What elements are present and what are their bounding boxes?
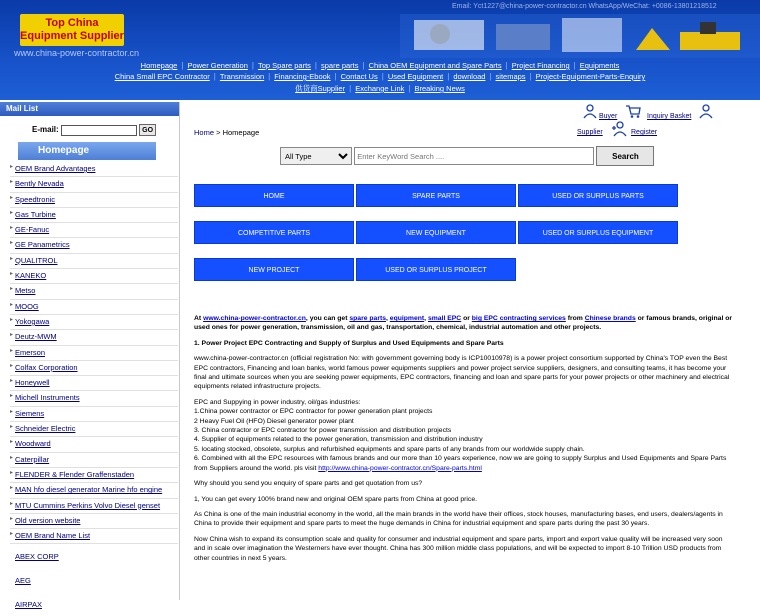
nav-link[interactable]: Contact Us (340, 72, 378, 81)
sidebar-brand-link[interactable]: ABEX CORP (15, 552, 59, 562)
sidebar-item[interactable] (10, 407, 178, 422)
sidebar-item-link[interactable]: GE-Fanuc (15, 225, 50, 235)
epc-list-item: 2 Heavy Fuel Oil (HFO) Diesel generator power plant (194, 417, 354, 425)
sidebar-item-link[interactable]: Caterpillar (15, 454, 50, 464)
used-surplus-project-button[interactable]: USED OR SURPLUS PROJECT (356, 258, 516, 281)
epc-list-items (194, 407, 734, 454)
bullet-icon: ▸ (10, 316, 14, 323)
cart-icon[interactable] (625, 104, 641, 118)
mail-list-title: Mail List (0, 102, 179, 116)
bullet-icon: ▸ (10, 194, 14, 201)
bullet-icon: ▸ (10, 255, 14, 262)
nav-link[interactable]: Breaking News (414, 84, 465, 93)
sidebar-item[interactable] (10, 361, 178, 376)
nav-separator: | (529, 72, 532, 81)
sidebar-item[interactable] (10, 238, 178, 253)
sidebar-item-link[interactable]: Gas Turbine (15, 209, 56, 219)
chinese-brands-link[interactable]: Chinese brands (584, 315, 636, 322)
nav-separator: | (505, 61, 508, 70)
user-icon[interactable] (699, 104, 713, 118)
small-epc-link[interactable]: small EPC (427, 315, 462, 322)
nav-link[interactable]: Power Generation (187, 61, 248, 70)
new-project-button[interactable]: NEW PROJECT (194, 258, 354, 281)
bullet-icon: ▸ (10, 240, 14, 247)
bullet-icon: ▸ (10, 271, 14, 278)
nav-separator: | (213, 72, 216, 81)
nav-row-3 (0, 83, 760, 94)
bullet-icon: ▸ (10, 531, 14, 538)
nav-link[interactable]: Project-Equipment-Parts-Enquiry (535, 72, 646, 81)
sidebar-item-link[interactable]: Bently Nevada (15, 179, 64, 189)
sidebar-item-link[interactable]: MTU Cummins Perkins Volvo Diesel genset (15, 500, 161, 510)
sidebar-item[interactable] (10, 315, 178, 330)
sidebar-item-link[interactable]: Deutz-MWM (15, 332, 57, 342)
sidebar-item[interactable] (10, 300, 178, 315)
china-import-paragraph: Now China wish to expand its consumption scale and quality for consumer and industrial equipment and spare parts, import and export value quality will be increased very soon and in scale over imagination the Westerners have ever thought. China has 300 million middle class populations, and will be expected to import 8-10 Trillion USD products from other countries in next 5 years. (194, 535, 723, 562)
nav-separator: | (181, 61, 184, 70)
nav-separator: | (251, 61, 254, 70)
inquiry-basket-link[interactable]: Inquiry Basket (647, 113, 692, 120)
nav-separator: | (334, 72, 337, 81)
register-link[interactable]: Register (631, 129, 658, 136)
sidebar-brand-item[interactable] (10, 574, 178, 592)
sidebar-item-link[interactable]: KANEKO (15, 271, 47, 281)
sidebar-item[interactable] (10, 208, 178, 223)
sidebar-item-link[interactable]: Speedtronic (15, 194, 56, 204)
left-sidebar (0, 102, 180, 610)
bullet-icon: ▸ (10, 439, 14, 446)
site-logo[interactable] (20, 14, 124, 46)
nav-separator: | (408, 84, 411, 93)
sidebar-brand-item[interactable] (10, 598, 178, 616)
email-label: E-mail: (32, 125, 59, 135)
supplier-link[interactable]: Supplier (577, 129, 603, 136)
nav-link[interactable]: spare parts (321, 61, 359, 70)
sidebar-item-link[interactable]: Metso (15, 286, 36, 296)
intro-paragraph (194, 314, 734, 333)
epc-list-item: 1.China power contractor or EPC contractor for power generation plant projects (194, 408, 433, 416)
competitive-parts-button[interactable]: COMPETITIVE PARTS (194, 221, 354, 244)
sidebar-brand-link[interactable]: AEG (15, 576, 31, 586)
sidebar-item[interactable] (10, 437, 178, 452)
bullet-icon: ▸ (10, 332, 14, 339)
bullet-icon: ▸ (10, 515, 14, 522)
intro-text: , (386, 315, 390, 322)
sidebar-item-link[interactable]: GE Panametrics (15, 240, 70, 250)
nav-link[interactable]: sitemaps (495, 72, 526, 81)
intro-text: , (424, 315, 428, 322)
epc-list (194, 398, 734, 454)
nav-link[interactable]: Homepage (140, 61, 178, 70)
site-header (0, 0, 760, 100)
sidebar-item[interactable] (10, 468, 178, 483)
sidebar-item-link[interactable]: MOOG (15, 301, 39, 311)
bullet-icon: ▸ (10, 225, 14, 232)
logo-line1: Top China (45, 17, 99, 29)
answer-text: 1, You can get every 100% brand new and original OEM spare parts from China at good price. (194, 495, 477, 503)
nav-link[interactable]: Used Equipment (387, 72, 444, 81)
sidebar-brand-item[interactable] (10, 550, 178, 568)
sidebar-item[interactable] (10, 376, 178, 391)
account-links (575, 104, 715, 140)
nav-link[interactable]: download (453, 72, 486, 81)
bullet-icon: ▸ (10, 454, 14, 461)
buyer-icon[interactable] (583, 104, 597, 118)
breadcrumb-home-link[interactable]: Home (194, 128, 215, 137)
bullet-icon: ▸ (10, 408, 14, 415)
nav-separator: | (349, 84, 352, 93)
bullet-icon: ▸ (10, 286, 14, 293)
nav-separator: | (314, 61, 317, 70)
nav-separator: | (573, 61, 576, 70)
spare-parts-button[interactable]: SPARE PARTS (356, 184, 516, 207)
nav-row-1 (0, 61, 760, 70)
sidebar-item[interactable] (10, 499, 178, 514)
intro-text: or (461, 315, 472, 322)
go-button[interactable]: GO (139, 124, 156, 136)
contact-info: Email: Yct1227@china-power-contractor.cn WhatsApp/WeChat: +0086-13801218512 (452, 3, 717, 10)
site-url-text: www.china-power-contractor.cn (14, 48, 140, 58)
bullet-icon: ▸ (10, 301, 14, 308)
home-button[interactable]: HOME (194, 184, 354, 207)
sidebar-brand-link[interactable]: AIRPAX (15, 600, 42, 610)
sidebar-item[interactable] (10, 269, 178, 284)
intro-text: , you can get (305, 315, 350, 322)
nav-separator: | (362, 61, 365, 70)
sidebar-item[interactable] (10, 177, 178, 192)
sidebar-item[interactable] (10, 422, 178, 437)
bullet-icon: ▸ (10, 393, 14, 400)
sidebar-item[interactable] (10, 453, 178, 468)
nav-separator: | (489, 72, 492, 81)
main-content (180, 102, 760, 600)
breadcrumb-current: > Homepage (214, 128, 260, 137)
sidebar-item-link[interactable]: Woodward (15, 439, 51, 449)
sidebar-item-link[interactable]: QUALITROL (15, 255, 58, 265)
nav-link[interactable]: Top Spare parts (257, 61, 311, 70)
nav-link[interactable]: Exchange Link (355, 84, 405, 93)
sidebar-item-link[interactable]: OEM Brand Name List (15, 531, 91, 541)
sidebar-item-link[interactable]: Yokogawa (15, 316, 50, 326)
bullet-icon: ▸ (10, 469, 14, 476)
add-user-icon[interactable] (611, 120, 627, 136)
big-epc-link[interactable]: big EPC contracting services (471, 315, 566, 322)
sidebar-item-link[interactable]: Schneider Electric (15, 424, 76, 434)
new-equipment-button[interactable]: NEW EQUIPMENT (356, 221, 516, 244)
sidebar-item[interactable] (10, 330, 178, 345)
sidebar-item-link[interactable]: Siemens (15, 408, 45, 418)
equipment-link[interactable]: equipment (389, 315, 425, 322)
nav-separator: | (447, 72, 450, 81)
spare-parts-link[interactable]: spare parts (349, 315, 387, 322)
sidebar-item-link[interactable]: MAN hfo diesel generator Marine hfo engine (15, 485, 163, 495)
sidebar-item[interactable] (10, 284, 178, 299)
epc-list-title: EPC and Suppying in power industry, oil/gas industries: (194, 398, 361, 406)
used-surplus-equipment-button[interactable]: USED OR SURPLUS EQUIPMENT (518, 221, 678, 244)
breadcrumb (194, 128, 259, 137)
bullet-icon: ▸ (10, 179, 14, 186)
search-bar (280, 146, 654, 166)
article-body (194, 314, 734, 569)
bullet-icon: ▸ (10, 424, 14, 431)
sidebar-item-link[interactable]: FLENDER & Flender Graffenstaden (15, 469, 135, 479)
sidebar-item-link[interactable]: Honeywell (15, 378, 50, 388)
epc-list-item: 3. China contractor or EPC contractor for power transmission and distribution projects (194, 427, 452, 435)
sidebar-item[interactable] (10, 514, 178, 529)
china-economy-paragraph: As China is one of the main industrial economy in the world, all the main brands in the world have their offices, stock houses, manufacturing bases, end users, dealers/agents in China to provide their equipment and spare parts to meet the huge demands in China for industrial equipment and spare parts during the past 30 years. (194, 510, 723, 528)
bullet-icon: ▸ (10, 164, 14, 170)
nav-separator: | (268, 72, 271, 81)
surplus-text: 6. Combined with all the EPC resources with famous brands and our more than 10 years experience, now we are going to supply Surplus and Used Equipments and Spare Parts from Suppliers around the world. pls visit (194, 455, 727, 472)
bullet-icon: ▸ (10, 500, 14, 507)
email-field[interactable] (61, 125, 137, 136)
epc-list-item: 5. locating stocked, obsolete, surplus and refurbished equipments and spare parts of any brands from our worldwide supply chain. (194, 445, 585, 453)
site-link[interactable]: www.china-power-contractor.cn (203, 315, 306, 322)
intro-text: At (194, 315, 204, 322)
sidebar-item[interactable] (10, 223, 178, 238)
surplus-paragraph (194, 454, 734, 473)
search-button[interactable]: Search (596, 146, 654, 166)
sidebar-item-link[interactable]: Emerson (15, 347, 46, 357)
search-type-select[interactable] (280, 147, 352, 165)
nav-row-2 (0, 72, 760, 81)
sidebar-item[interactable] (10, 391, 178, 406)
bullet-icon: ▸ (10, 485, 14, 492)
nav-link[interactable]: 供货商Supplier (295, 84, 346, 93)
sidebar-item-link[interactable]: Michell Instruments (15, 393, 80, 403)
sidebar-item[interactable] (10, 346, 178, 361)
sidebar-item[interactable] (10, 254, 178, 269)
nav-link[interactable]: Equipments (579, 61, 620, 70)
nav-separator: | (381, 72, 384, 81)
bullet-icon: ▸ (10, 347, 14, 354)
header-equipment-banner-image (400, 14, 760, 58)
sidebar-item[interactable] (10, 529, 178, 544)
nav-link[interactable]: Project Financing (511, 61, 570, 70)
section-heading: 1. Power Project EPC Contracting and Supply of Surplus and Used Equipments and Spare Parts (194, 339, 504, 347)
brand-list (10, 162, 178, 616)
sidebar-item[interactable] (10, 193, 178, 208)
homepage-tab[interactable]: Homepage (18, 142, 156, 160)
sidebar-item[interactable] (10, 162, 178, 177)
sidebar-item-link[interactable]: Colfax Corporation (15, 362, 78, 372)
bullet-icon: ▸ (10, 362, 14, 369)
buyer-link[interactable]: Buyer (599, 113, 618, 120)
intro-text: from (565, 315, 585, 322)
bullet-icon: ▸ (10, 378, 14, 385)
nav-link[interactable]: China OEM Equipment and Spare Parts (368, 61, 502, 70)
consortium-paragraph: www.china-power-contractor.cn (official registration No: with government governing body is ICP10010978) is a power project consortium supported by China's TOP even the Best EPC contractors, Financing and loan banks, world famous power equipments suppliers and power project service suppliers, designers, and consulting teams, it has become your final and ultimate sources when you are seeking power equipments, EPC contractors, financing and loan and spare parts for your power projects or other machinery and electrical equipments related infrastructure projects. (194, 355, 730, 391)
nav-link[interactable]: China Small EPC Contractor (114, 72, 210, 81)
epc-list-item: 4. Supplier of equipments related to the power generation, transmission and distribution industry (194, 436, 483, 444)
nav-link[interactable]: Transmission (219, 72, 265, 81)
sidebar-item-link[interactable]: Old version website (15, 515, 81, 525)
mail-subscribe-form (32, 124, 156, 136)
sidebar-item-link[interactable]: OEM Brand Advantages (15, 164, 96, 173)
intro-text: or famous brands, original or used ones for power generation, transmission, oil and gas, transportation, chemical, industrial automation and other projects. (194, 315, 733, 332)
nav-link[interactable]: Financing-Ebook (274, 72, 331, 81)
search-input[interactable] (354, 147, 594, 165)
bullet-icon: ▸ (10, 209, 14, 216)
logo-line2: Equipment Supplier (20, 30, 124, 42)
spare-parts-page-link[interactable]: http://www.china-power-contractor.cn/Spare-parts.html (318, 464, 482, 472)
sidebar-item[interactable] (10, 483, 178, 498)
used-surplus-parts-button[interactable]: USED OR SURPLUS PARTS (518, 184, 678, 207)
question-text: Why should you send you enquiry of spare parts and get quotation from us? (194, 480, 423, 488)
